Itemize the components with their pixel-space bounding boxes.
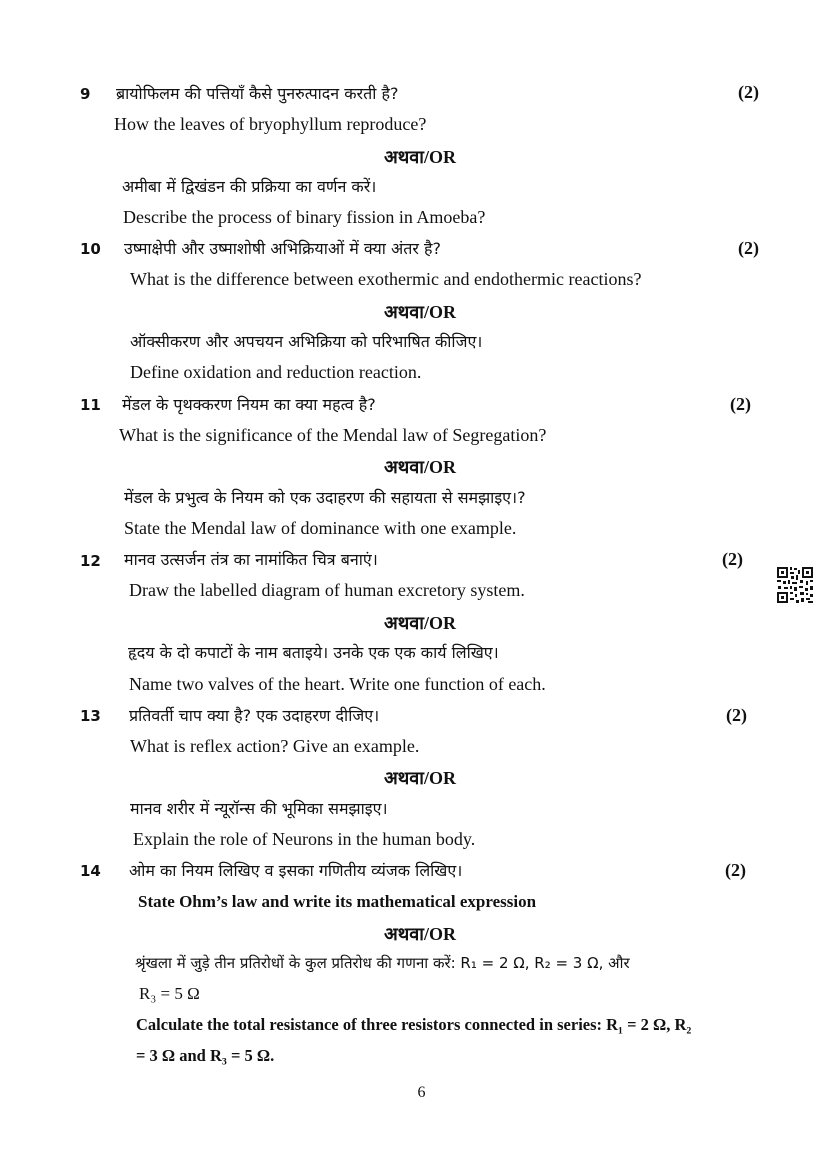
- question-number: 11: [80, 396, 101, 414]
- question-english: Draw the labelled diagram of human excretory system.: [129, 580, 525, 600]
- alternate-question-english: Describe the process of binary fission in Amoeba?: [123, 207, 486, 227]
- question-marks: (2): [730, 394, 751, 414]
- question-marks: (2): [722, 549, 743, 569]
- alternate-question-hindi: हृदय के दो कपाटों के नाम बताइये। उनके एक एक कार्य लिखिए।: [128, 643, 499, 662]
- question-hindi: उष्माक्षेपी और उष्माशोषी अभिक्रियाओं में क्या अंतर है?: [124, 239, 441, 258]
- question-marks: (2): [725, 860, 746, 880]
- alternate-question-english-line2: = 3 Ω and R₃ = 5 Ω.: [136, 1046, 275, 1065]
- or-label: अथवा/OR: [384, 613, 456, 633]
- question-hindi: मानव उत्सर्जन तंत्र का नामांकित चित्र बनाएं।: [124, 550, 378, 569]
- alternate-question-english-line1: Calculate the total resistance of three resistors connected in series: R₁ = 2 Ω, R₂: [136, 1015, 692, 1034]
- question-english: How the leaves of bryophyllum reproduce?: [114, 114, 427, 134]
- question-marks: (2): [738, 82, 759, 102]
- question-marks: (2): [726, 705, 747, 725]
- page-number: 6: [417, 1084, 426, 1101]
- question-english: What is the significance of the Mendal law of Segregation?: [119, 425, 547, 445]
- question-hindi: ब्रायोफिलम की पत्तियाँ कैसे पुनरुत्पादन करती है?: [116, 84, 399, 103]
- question-hindi: मेंडल के पृथक्करण नियम का क्या महत्व है?: [122, 395, 376, 414]
- question-hindi: प्रतिवर्ती चाप क्या है? एक उदाहरण दीजिए।: [129, 706, 380, 725]
- or-label: अथवा/OR: [384, 924, 456, 944]
- alternate-question-hindi: मेंडल के प्रभुत्व के नियम को एक उदाहरण की सहायता से समझाइए।?: [124, 488, 526, 507]
- question-english: What is the difference between exothermic and endothermic reactions?: [130, 269, 642, 289]
- alternate-question-hindi-line2: R₃ = 5 Ω: [139, 984, 200, 1003]
- alternate-question-english: Define oxidation and reduction reaction.: [130, 362, 422, 382]
- question-english: What is reflex action? Give an example.: [130, 736, 420, 756]
- alternate-question-hindi: मानव शरीर में न्यूरॉन्स की भूमिका समझाइए।: [130, 799, 388, 818]
- or-label: अथवा/OR: [384, 768, 456, 788]
- or-label: अथवा/OR: [384, 457, 456, 477]
- alternate-question-hindi-line1: श्रृंखला में जुड़े तीन प्रतिरोधों के कुल प्रतिरोध की गणना करें: R₁ = 2 Ω, R₂ = 3 Ω, और: [135, 954, 630, 972]
- or-label: अथवा/OR: [384, 302, 456, 322]
- question-number: 10: [80, 240, 101, 258]
- question-marks: (2): [738, 238, 759, 258]
- question-hindi: ओम का नियम लिखिए व इसका गणितीय व्यंजक लिखिए।: [129, 861, 463, 880]
- alternate-question-hindi: अमीबा में द्विखंडन की प्रक्रिया का वर्णन करें।: [122, 177, 377, 196]
- question-english: State Ohm’s law and write its mathematical expression: [138, 892, 537, 911]
- alternate-question-english: State the Mendal law of dominance with one example.: [124, 518, 517, 538]
- or-label: अथवा/OR: [384, 147, 456, 167]
- question-number: 14: [80, 862, 101, 880]
- question-number: 9: [80, 85, 91, 103]
- question-number: 13: [80, 707, 101, 725]
- alternate-question-hindi: ऑक्सीकरण और अपचयन अभिक्रिया को परिभाषित कीजिए।: [130, 332, 483, 351]
- qr-code-icon: [776, 566, 814, 604]
- alternate-question-english: Name two valves of the heart. Write one function of each.: [129, 674, 546, 694]
- alternate-question-english: Explain the role of Neurons in the human body.: [133, 829, 476, 849]
- question-number: 12: [80, 552, 101, 570]
